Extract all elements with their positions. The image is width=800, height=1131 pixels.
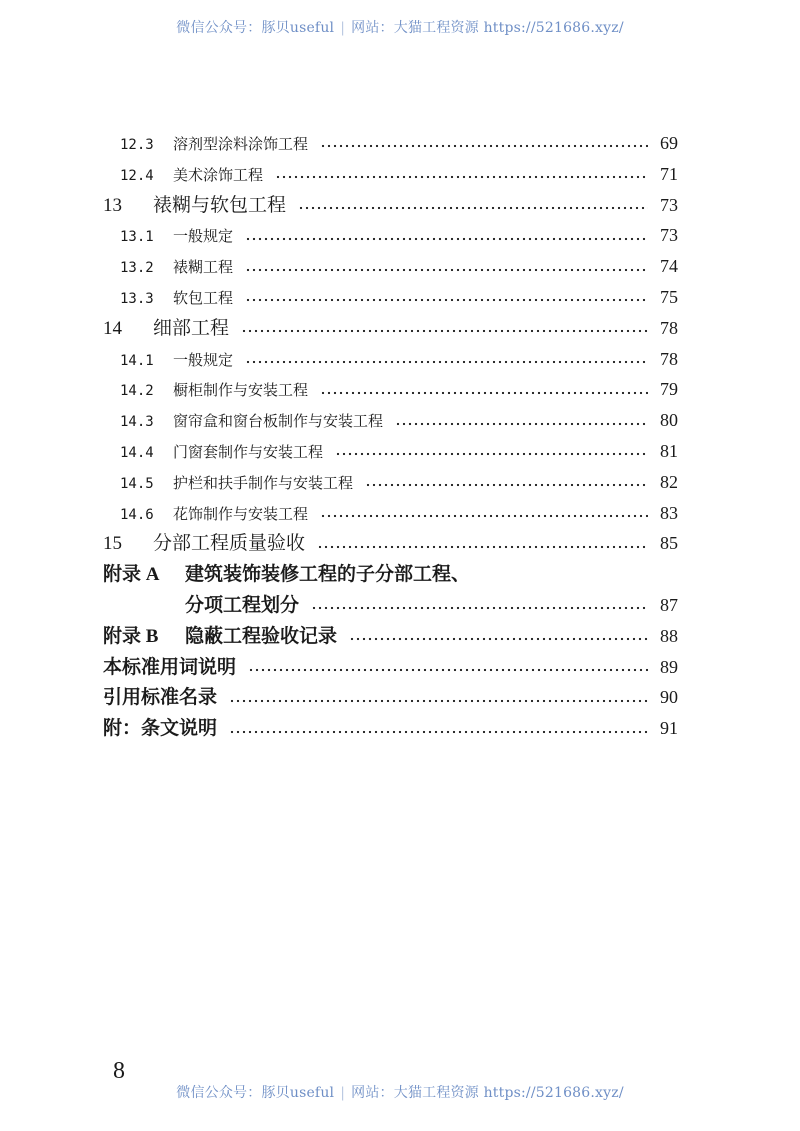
toc-entry-title: 护栏和扶手制作与安装工程 (173, 473, 354, 492)
toc-entry-number: 附录 A (103, 564, 160, 586)
toc-entry[interactable] (103, 344, 678, 375)
toc-entry-page: 74 (660, 256, 678, 277)
toc-entry-title: 本标准用词说明 (103, 655, 237, 678)
toc-entry-number: 13.2 (120, 260, 154, 277)
toc-entry[interactable] (103, 282, 678, 313)
toc-entry[interactable] (103, 374, 678, 405)
dot-leader (320, 514, 648, 518)
toc-entry-number: 13 (103, 194, 122, 216)
toc-entry-page: 78 (660, 317, 678, 338)
toc-entry-page: 80 (660, 410, 678, 431)
toc-entry-number: 附录 B (103, 625, 159, 647)
toc-entry-title: 裱糊工程 (173, 258, 234, 277)
toc-entry-page: 73 (660, 225, 678, 246)
toc-entry-title: 窗帘盒和窗台板制作与安装工程 (173, 412, 384, 431)
toc-entry-title: 门窗套制作与安装工程 (173, 442, 324, 461)
toc-entry[interactable] (103, 159, 678, 190)
toc-entry[interactable] (103, 436, 678, 467)
toc-entry-number: 14.6 (120, 506, 154, 523)
toc-entry-number: 14.2 (120, 383, 154, 400)
toc-entry-page: 71 (660, 163, 678, 184)
toc-entry-page: 78 (660, 348, 678, 369)
toc-entry[interactable] (103, 405, 678, 436)
watermark-wechat: 微信公众号：豚贝useful (176, 1085, 335, 1101)
toc-entry-number: 14.5 (120, 475, 154, 492)
toc-entry-title: 花饰制作与安装工程 (173, 504, 309, 523)
dot-leader (241, 329, 648, 333)
toc-entry-title: 分部工程质量验收 (153, 532, 306, 555)
dot-leader (320, 391, 648, 395)
toc-entry-page: 87 (660, 594, 678, 615)
toc-entry-number: 14.1 (120, 352, 154, 369)
dot-leader (349, 637, 648, 641)
toc-entry[interactable] (103, 190, 678, 221)
toc-entry-title: 橱柜制作与安装工程 (173, 381, 309, 400)
dot-leader (395, 422, 648, 426)
toc-entry-number: 13.3 (120, 290, 154, 307)
toc-entry[interactable] (103, 220, 678, 251)
page-number: 8 (113, 1058, 125, 1084)
toc-entry-title: 细部工程 (153, 316, 230, 339)
dot-leader (229, 730, 648, 734)
toc-entry-page: 75 (660, 286, 678, 307)
toc-entry-page: 91 (660, 718, 678, 739)
dot-leader (275, 175, 648, 179)
dot-leader (365, 483, 648, 487)
toc-entry[interactable] (103, 467, 678, 498)
dot-leader (311, 606, 648, 610)
dot-leader (248, 668, 648, 672)
watermark-site: 网站：大猫工程资源 https://521686.xyz/ (351, 20, 624, 36)
toc-entry-page: 81 (660, 440, 678, 461)
toc-entry-page: 79 (660, 379, 678, 400)
toc-entry[interactable] (103, 682, 678, 713)
toc-entry[interactable] (103, 251, 678, 282)
toc-entry[interactable] (103, 621, 678, 652)
toc-entry[interactable] (103, 498, 678, 529)
toc-entry-number: 13.1 (120, 229, 154, 246)
toc-entry-page: 90 (660, 687, 678, 708)
toc-entry[interactable] (103, 528, 678, 559)
toc-entry-number: 14.3 (120, 414, 154, 431)
dot-leader (245, 298, 648, 302)
dot-leader (317, 545, 648, 549)
toc-entry-page: 69 (660, 133, 678, 153)
toc-entry-title: 软包工程 (173, 288, 234, 307)
toc-entry-title: 引用标准名录 (103, 686, 218, 709)
watermark-site: 网站：大猫工程资源 https://521686.xyz/ (351, 1085, 624, 1101)
toc-entry-title: 美术涂饰工程 (173, 165, 264, 184)
dot-leader (229, 699, 648, 703)
toc-entry[interactable] (103, 313, 678, 344)
toc-entry[interactable] (103, 559, 678, 590)
toc-entry-title: 分项工程划分 (185, 593, 300, 616)
toc-entry[interactable] (103, 652, 678, 683)
toc-entry-number: 12.4 (120, 167, 154, 184)
toc-entry[interactable] (103, 713, 678, 744)
toc-entry-title: 裱糊与软包工程 (153, 193, 287, 216)
toc-entry-title: 一般规定 (173, 227, 234, 246)
toc-entry-page: 83 (660, 502, 678, 523)
toc-entry-page: 85 (660, 533, 678, 554)
toc-entry-page: 88 (660, 625, 678, 646)
watermark-separator: | (340, 20, 346, 36)
table-of-contents (103, 128, 678, 744)
toc-entry[interactable] (103, 590, 678, 621)
toc-entry-number: 14.4 (120, 444, 154, 461)
toc-entry-title: 一般规定 (173, 350, 234, 369)
watermark-wechat: 微信公众号：豚贝useful (176, 20, 335, 36)
toc-entry-number: 14 (103, 317, 122, 339)
watermark-separator: | (340, 1085, 346, 1101)
dot-leader (245, 268, 648, 272)
toc-entry-title: 建筑装饰装修工程的子分部工程、 (185, 563, 471, 586)
toc-entry-title: 隐蔽工程验收记录 (185, 624, 338, 647)
dot-leader (298, 206, 648, 210)
watermark-top (0, 17, 800, 37)
toc-entry-title: 溶剂型涂料涂饰工程 (173, 135, 309, 153)
dot-leader (320, 144, 648, 148)
toc-entry[interactable] (103, 128, 678, 159)
toc-entry-page: 73 (660, 194, 678, 215)
toc-entry-number: 12.3 (120, 137, 154, 153)
watermark-bottom (0, 1082, 800, 1102)
toc-entry-page: 82 (660, 471, 678, 492)
dot-leader (335, 452, 648, 456)
toc-entry-title: 附：条文说明 (103, 717, 218, 740)
toc-entry-page: 89 (660, 656, 678, 677)
dot-leader (245, 237, 648, 241)
toc-entry-number: 15 (103, 533, 122, 555)
dot-leader (245, 360, 648, 364)
